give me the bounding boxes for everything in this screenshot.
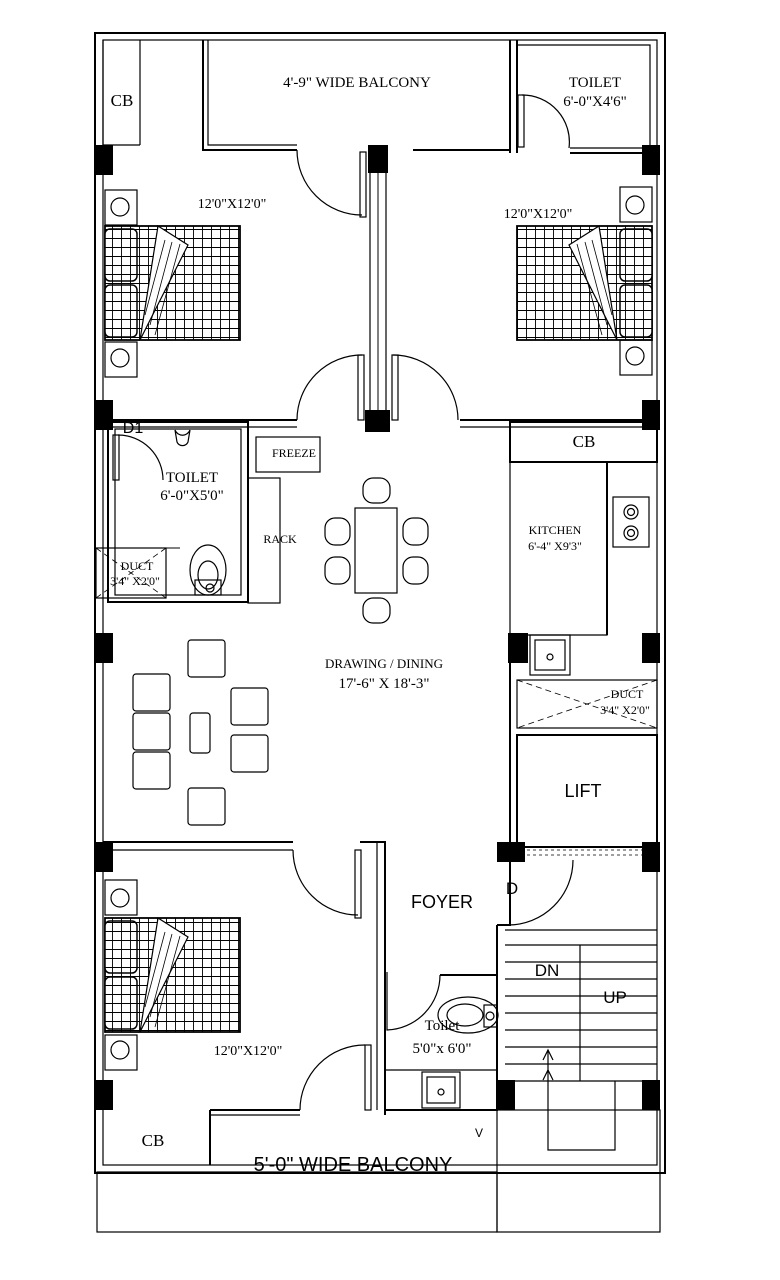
duct-left-size: 3'4" X2'0" — [110, 574, 160, 588]
duct-right-size: 3'4" X2'0" — [600, 703, 650, 717]
bed-top-left — [105, 190, 240, 377]
lift-label: LIFT — [564, 781, 602, 801]
cb-right-label: CB — [572, 432, 596, 451]
toilet-left-fixtures — [166, 430, 226, 595]
cb-bottom-label: CB — [141, 1131, 165, 1150]
kitchen-label: KITCHEN — [528, 523, 582, 537]
door-d1-label: D1 — [122, 420, 144, 437]
bed-bottom-left — [105, 880, 240, 1070]
door-d-label: D — [505, 879, 519, 898]
bottom-balcony-label: 5'-0" WIDE BALCONY — [253, 1154, 453, 1176]
dining-set — [325, 478, 428, 623]
toilet-small-size: 5'0"x 6'0" — [412, 1041, 472, 1057]
stair-up-label: UP — [603, 988, 627, 1007]
toilet-top-right-label: TOILET — [568, 75, 622, 91]
toilet-small-label: Toilet — [424, 1018, 460, 1034]
toilet-left-label: TOILET — [165, 470, 219, 486]
rack-label: RACK — [263, 532, 297, 546]
freeze-label: FREEZE — [272, 446, 316, 460]
drawing-size: 17'-6" X 18'-3" — [338, 676, 430, 692]
kitchen-size: 6'-4" X9'3" — [528, 539, 582, 553]
bed-top-left-size: 12'0"X12'0" — [197, 197, 267, 212]
v-mark-label: V — [474, 1126, 484, 1140]
foyer-label: FOYER — [410, 892, 474, 912]
cb-top-left-label: CB — [110, 91, 134, 110]
duct-left-label: DUCT — [120, 559, 154, 573]
duct-right-label: DUCT — [610, 687, 644, 701]
drawing-label: DRAWING / DINING — [324, 656, 444, 671]
sofa-set — [133, 640, 268, 825]
bed-top-right-size: 12'0"X12'0" — [503, 207, 573, 222]
stair-down-label: DN — [534, 961, 560, 980]
toilet-top-right-size: 6'-0"X4'6" — [563, 94, 627, 110]
top-balcony-label: 4'-9" WIDE BALCONY — [283, 75, 431, 91]
bed-bottom-size: 12'0"X12'0" — [213, 1044, 283, 1059]
toilet-left-size: 6'-0"X5'0" — [160, 488, 224, 504]
